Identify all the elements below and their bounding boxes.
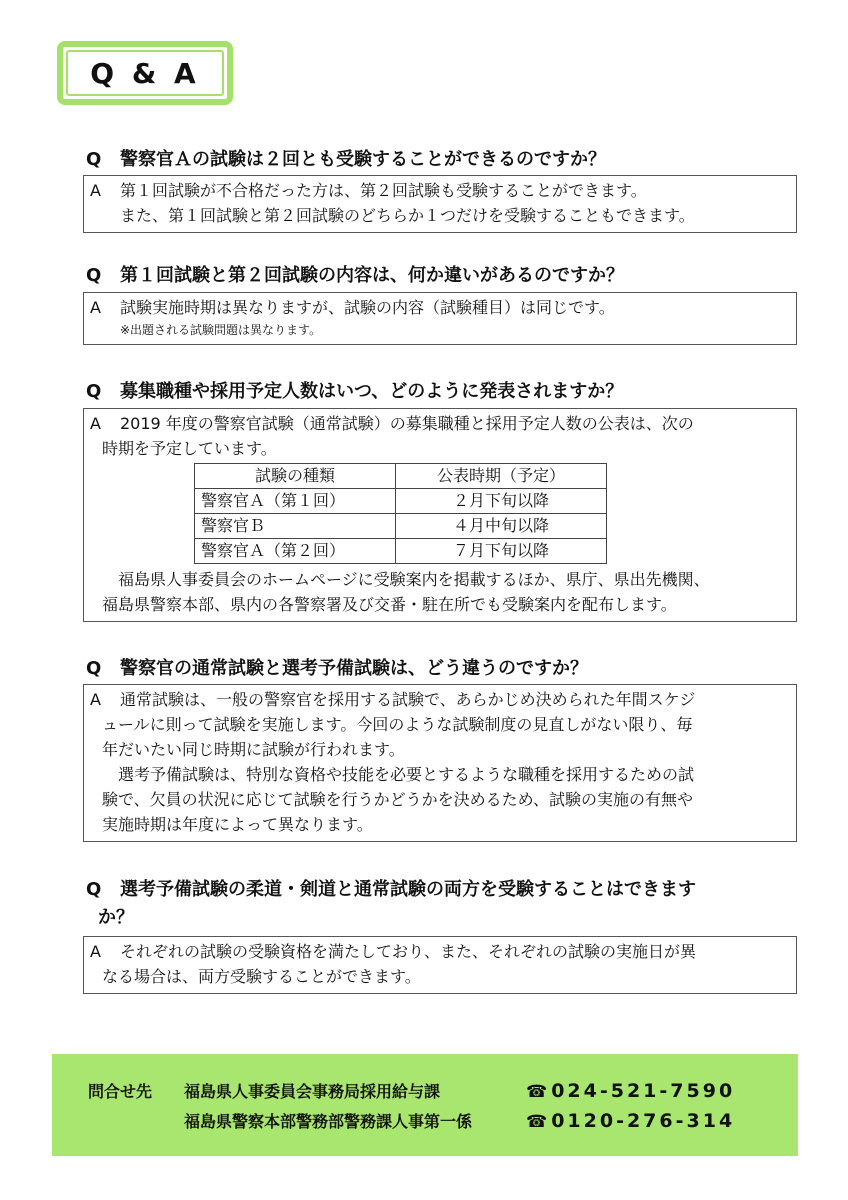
question-text: 警察官Ａの試験は２回とも受験することができるのですか？ [120,149,606,170]
phone-number: 0120-276-314 [551,1110,736,1132]
table-row [195,489,607,514]
answer-line: それぞれの試験の受験資格を満たしており、また、それぞれの試験の実施日が異 [120,942,697,961]
a-mark: A [90,690,101,709]
answer-line: 選考予備試験は、特別な資格や技能を必要とするような職種を採用するための試 [118,765,695,784]
answer-line: 験で、欠員の状況に応じて試験を行うかどうかを決めるため、試験の実施の有無や [102,790,694,809]
question-5 [86,876,696,932]
phone-number: 024-521-7590 [551,1080,736,1102]
a-mark: A [90,414,101,433]
q-mark: Q [86,265,102,286]
table-cell: 警察官Ａ（第２回） [195,539,396,564]
question-text: 警察官の通常試験と選考予備試験は、どう違うのですか？ [120,658,588,679]
question-3 [86,378,623,406]
table-cell: 警察官Ａ（第１回） [195,489,396,514]
answer-line: 年だいたい同じ時期に試験が行われます。 [102,740,405,759]
answer-line: 時期を予定しています。 [102,439,277,458]
question-text: 第１回試験と第２回試験の内容は、何か違いがあるのですか？ [120,265,624,286]
phone-icon: ☎ [526,1112,548,1132]
contact-row [88,1106,798,1136]
contact-row [88,1076,798,1106]
answer-line: 試験実施時期は異なりますが、試験の内容（試験種目）は同じです。 [120,298,615,317]
page-title: Q & A [66,50,224,96]
q-mark: Q [86,149,102,170]
answer-line: 通常試験は、一般の警察官を採用する試験で、あらかじめ決められた年間スケジ [120,690,696,709]
question-text: 選考予備試験の柔道・剣道と通常試験の両方を受験することはできます [120,879,696,900]
answer-2 [83,292,797,345]
table-header: 公表時期（予定） [396,464,607,489]
contact-department: 福島県人事委員会事務局採用給与課 [184,1082,441,1101]
table-header-row [195,464,607,489]
q-mark: Q [86,381,102,402]
question-1 [86,146,606,174]
answer-1 [83,175,797,233]
contact-label: 問合せ先 [88,1082,153,1101]
table-cell: ４月中旬以降 [396,514,607,539]
answer-3 [83,408,797,622]
answer-5 [83,936,797,994]
answer-line: 福島県人事委員会のホームページに受験案内を掲載するほか、県庁、県出先機関、 [118,570,710,589]
schedule-table [194,463,607,564]
a-mark: A [90,298,101,317]
a-mark: A [90,942,101,961]
answer-line: 福島県警察本部、県内の各警察署及び交番・駐在所でも受験案内を配布します。 [102,595,677,614]
answer-note: ※出題される試験問題は異なります。 [120,323,322,337]
answer-line: 実施時期は年度によって異なります。 [102,815,373,834]
q-mark: Q [86,879,102,900]
table-cell: ７月下旬以降 [396,539,607,564]
a-mark: A [90,181,101,200]
answer-line: 第１回試験が不合格だった方は、第２回試験も受験することができます。 [120,181,647,200]
title-frame [57,41,233,105]
table-header: 試験の種類 [195,464,396,489]
table-row [195,514,607,539]
question-2 [86,262,624,290]
table-cell: 警察官Ｂ [195,514,396,539]
question-4 [86,655,588,683]
answer-line: また、第１回試験と第２回試験のどちらか１つだけを受験することもできます。 [120,206,695,225]
answer-4 [83,684,797,842]
phone-icon: ☎ [526,1082,548,1102]
contact-box [52,1054,798,1156]
q-mark: Q [86,658,102,679]
answer-line: ュールに則って試験を実施します。今回のような試験制度の見直しがない限り、毎 [102,715,693,734]
contact-phone[interactable] [526,1076,735,1107]
question-text: 募集職種や採用予定人数はいつ、どのように発表されますか？ [120,381,624,402]
table-cell: ２月下旬以降 [396,489,607,514]
question-text: か？ [98,907,134,928]
table-row [195,539,607,564]
contact-phone[interactable] [526,1106,735,1137]
answer-line: なる場合は、両方受験することができます。 [102,967,421,986]
contact-department: 福島県警察本部警務部警務課人事第一係 [184,1112,473,1131]
answer-line: 2019 年度の警察官試験（通常試験）の募集職種と採用予定人数の公表は、次の [120,414,694,433]
